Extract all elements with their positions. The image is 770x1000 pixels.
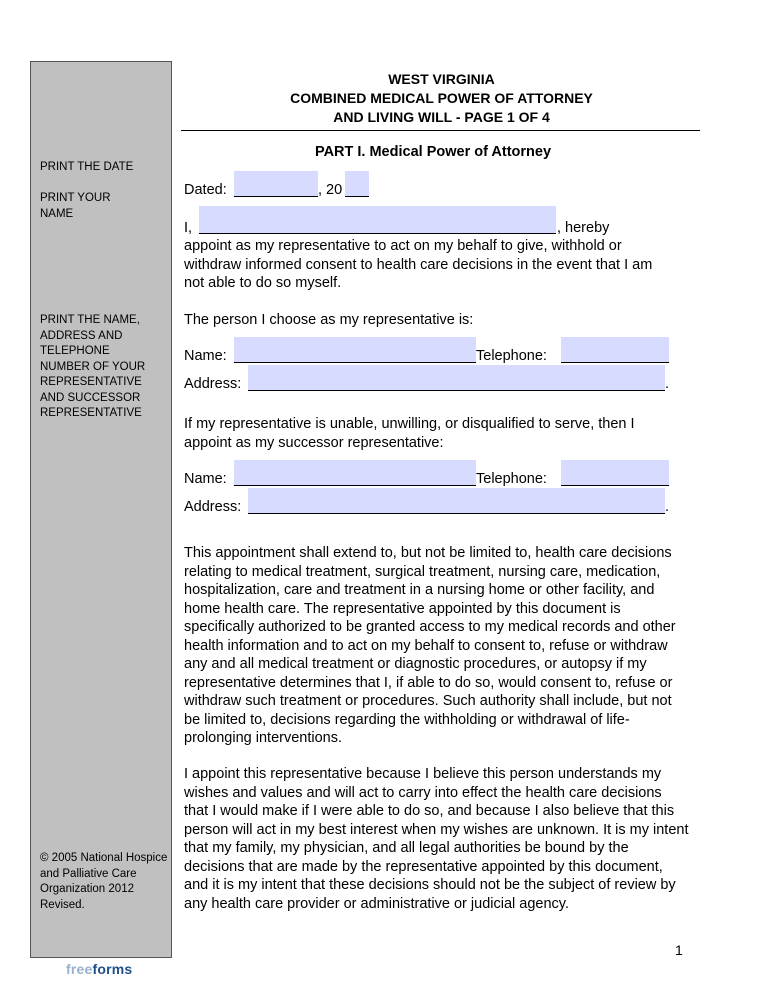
dated-label: Dated:: [184, 182, 227, 198]
date-field[interactable]: [234, 171, 318, 197]
year-field[interactable]: [345, 171, 369, 197]
print-representative-label: PRINT THE NAME, ADDRESS AND TELEPHONE NUMBER OF YOUR REPRESENTATIVE AND SUCCESSOR REPRESENTATIVE: [40, 314, 146, 419]
i-label: I,: [184, 220, 193, 236]
successor-intro: If my representative is unable, unwilling, or disqualified to serve, then I appoint as my successor representative:: [184, 416, 635, 451]
appoint-paragraph: appoint as my representative to act on my behalf to give, withhold or withdraw informed consent to health care decisions in the event that I am not able to do so myself.: [184, 238, 653, 291]
representative-intro: The person I choose as my representative is:: [184, 312, 474, 328]
rep-name-label: Name:: [184, 348, 227, 364]
successor-telephone-field[interactable]: [561, 460, 669, 486]
page-number: 1: [675, 942, 683, 958]
rep-address-field[interactable]: [248, 365, 665, 391]
rep-address-label: Address:: [184, 376, 242, 392]
print-name-label: PRINT YOUR NAME: [40, 192, 111, 220]
authority-paragraph: This appointment shall extend to, but not be limited to, health care decisions relating to medical treatment, surgical treatment, nursing care, medication, hospitalization, care and treatment in a nursing home or other facility, and home health care. The representative appointed by this document is specifically authorized to be granted access to my medical records and other health information and to act on my behalf to consent to, refuse or withdraw any and all medical treatment or diagnostic procedures, or autopsy if my representative determines that I, if able to do so, would consent to, refuse or withdraw such treatment or procedures. Such authority shall include, but not be limited to, decisions regarding the withholding or withdrawal of life-prolonging interventions.: [184, 545, 676, 746]
successor-telephone-label: Telephone:: [476, 471, 547, 487]
rep-telephone-field[interactable]: [561, 337, 669, 363]
principal-name-field[interactable]: [199, 206, 556, 234]
hereby-text: , hereby: [557, 220, 610, 236]
rep-address-period: .: [665, 376, 670, 392]
title-divider: [181, 130, 700, 131]
year-prefix: , 20: [318, 182, 343, 198]
rep-name-field[interactable]: [234, 337, 476, 363]
document-title: WEST VIRGINIA COMBINED MEDICAL POWER OF ATTORNEY AND LIVING WILL - PAGE 1 OF 4: [290, 71, 593, 125]
reason-paragraph: I appoint this representative because I believe this person understands my wishes and values and will act to carry into effect the health care decisions that I would make if I were able to do so, and because I also believe that this person will act in my best interest when my wishes are unknown. It is my intent that my family, my physician, and all legal authorities be bound by the decisions that are made by the representative appointed by this document, and it is my intent that these decisions should not be the subject of review by any health care provider or administrative or judicial agency.: [184, 766, 689, 912]
successor-name-field[interactable]: [234, 460, 476, 486]
part-title: PART I. Medical Power of Attorney: [314, 144, 552, 160]
rep-telephone-label: Telephone:: [476, 348, 547, 364]
freeforms-logo: freeforms: [66, 961, 133, 977]
copyright-notice: © 2005 National Hospice and Palliative Care Organization 2012 Revised.: [40, 852, 168, 911]
successor-address-label: Address:: [184, 499, 242, 515]
successor-name-label: Name:: [184, 471, 227, 487]
successor-address-field[interactable]: [248, 488, 665, 514]
successor-address-period: .: [665, 499, 670, 515]
print-date-label: PRINT THE DATE: [40, 161, 134, 173]
